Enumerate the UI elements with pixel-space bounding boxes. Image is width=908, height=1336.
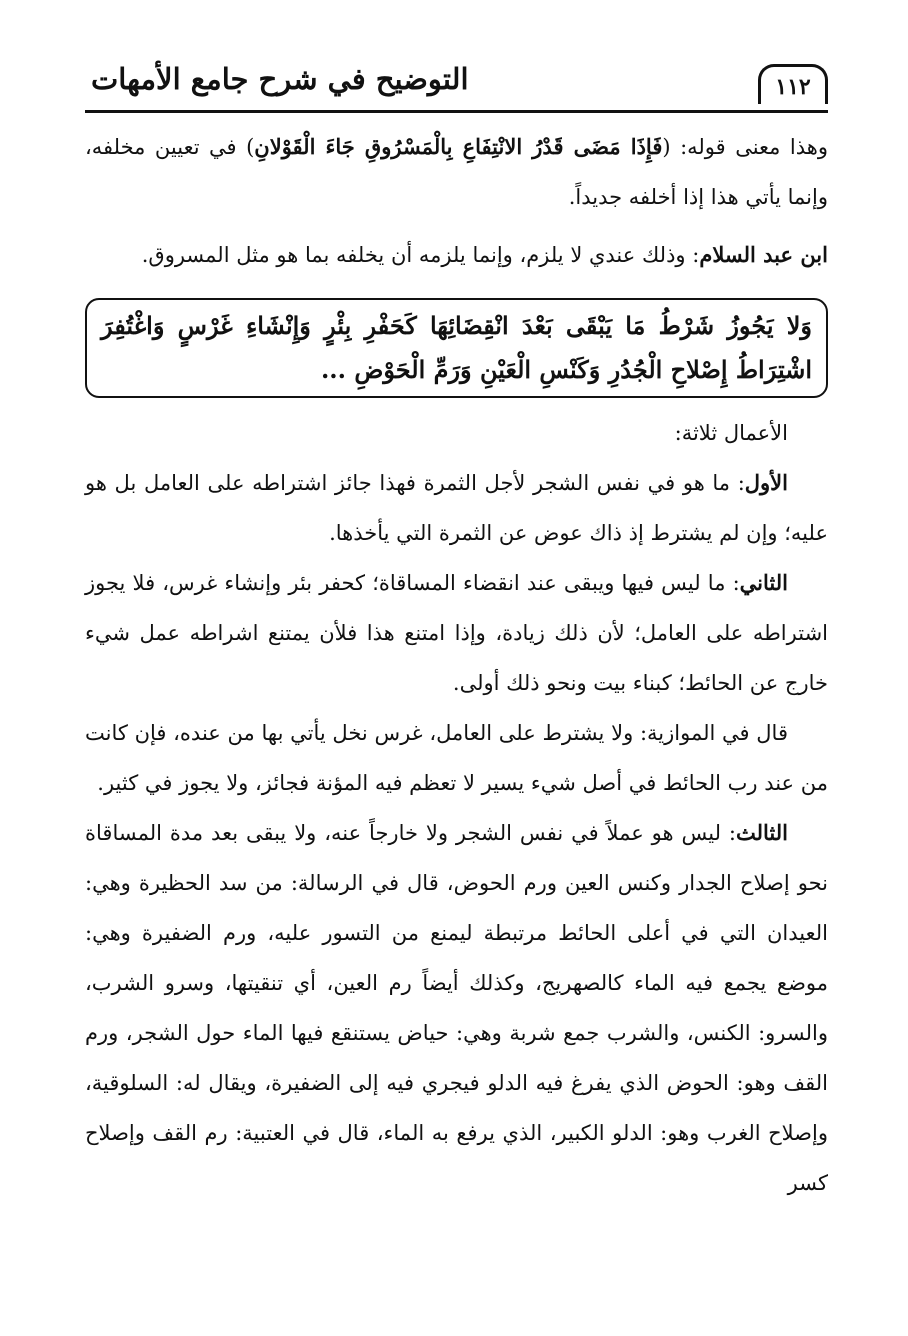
paragraph-quote-meaning [85,122,828,222]
paragraph-ibn-abd-al-salam [85,230,828,280]
section-label-second: الثاني [739,570,788,595]
paragraph-lead: وهذا معنى قوله: ( [662,135,828,159]
section-label-first: الأول [744,470,788,495]
paragraph-rest: ) في تعيين مخلفه، وإنما يأتي هذا إذا أخلفه جديداً. [85,135,828,209]
book-title: التوضيح في شرح جامع الأمهات [91,62,469,96]
paragraph-mawaziya: قال في الموازية: ولا يشترط على العامل، غرس نخل يأتي بها من عنده، فإن كانت من عند رب الحائط في أصل شيء يسير لا تعظم فيه المؤنة فجائز، ولا يجوز في كثير. [85,721,828,795]
paragraph-text: : ما هو في نفس الشجر لأجل الثمرة فهذا جائز اشتراطه على العامل بل هو عليه؛ وإن لم يشترط إذ ذاك عوض عن الثمرة التي يأخذها. [85,471,828,545]
paragraph-text: : ما ليس فيها ويبقى عند انقضاء المساقاة؛ كحفر بئر وإنشاء غرس، فلا يجوز اشتراطه على العامل؛ لأن ذلك زيادة، وإذا امتنع هذا فلأن يمتنع اشراطه عمل شيء خارج عن الحائط؛ كبناء بيت ونحو ذلك أولى. [85,571,828,695]
paragraph-text: : وذلك عندي لا يلزم، وإنما يلزمه أن يخلفه بما هو مثل المسروق. [141,243,700,267]
paragraph-second [85,558,828,708]
paragraph-text: : ليس هو عملاً في نفس الشجر ولا خارجاً عنه، ولا يبقى بعد مدة المساقاة نحو إصلاح الجدار وكنس العين ورم الحوض، قال في الرسالة: من سد الحظيرة وهي: العيدان التي في أعلى الحائط مرتبطة ليمنع من التسور عليه، ورم الضفيرة وهي: موضع يجمع فيه الماء كالصهريج، وكذلك أيضاً رم العين، أي تنقيتها، وسرو الشرب، والسرو: الكنس، والشرب جمع شربة وهي: حياض يستنقع فيها الماء حول الشجر، ورم القف وهو: الحوض الذي يفرغ فيه الدلو فيجري فيه إلى الضفيرة، ويقال له: السلوقية، وإصلاح الغرب وهو: الدلو الكبير، الذي يرفع به الماء، قال في العتبية: رم القف وإصلاح كسر [85,821,828,1195]
paragraph-third [85,808,828,1208]
page-body [85,122,828,1208]
paragraph-works-intro: الأعمال ثلاثة: [674,421,788,445]
speaker-label: ابن عبد السلام [699,242,828,267]
quoted-matn-phrase: فَإِذَا مَضَى قَدْرُ الانْتِفَاعِ بِالْمَسْرُوقِ جَاءَ الْقَوْلانِ [254,134,663,159]
paragraph-first [85,458,828,558]
page-number: ١١٢ [758,64,828,104]
running-header [85,58,828,113]
section-label-third: الثالث [736,820,788,845]
matn-text-box: وَلا يَجُوزُ شَرْطُ مَا يَبْقَى بَعْدَ انْقِضَائِهَا كَحَفْرِ بِئْرٍ وَإِنْشَاءِ غَرْسٍ وَاغْتُفِرَ اشْتِرَاطُ إِصْلاحِ الْجُدُرِ وَكَنْسِ الْعَيْنِ وَرَمِّ الْحَوْضِ ... [85,298,828,398]
